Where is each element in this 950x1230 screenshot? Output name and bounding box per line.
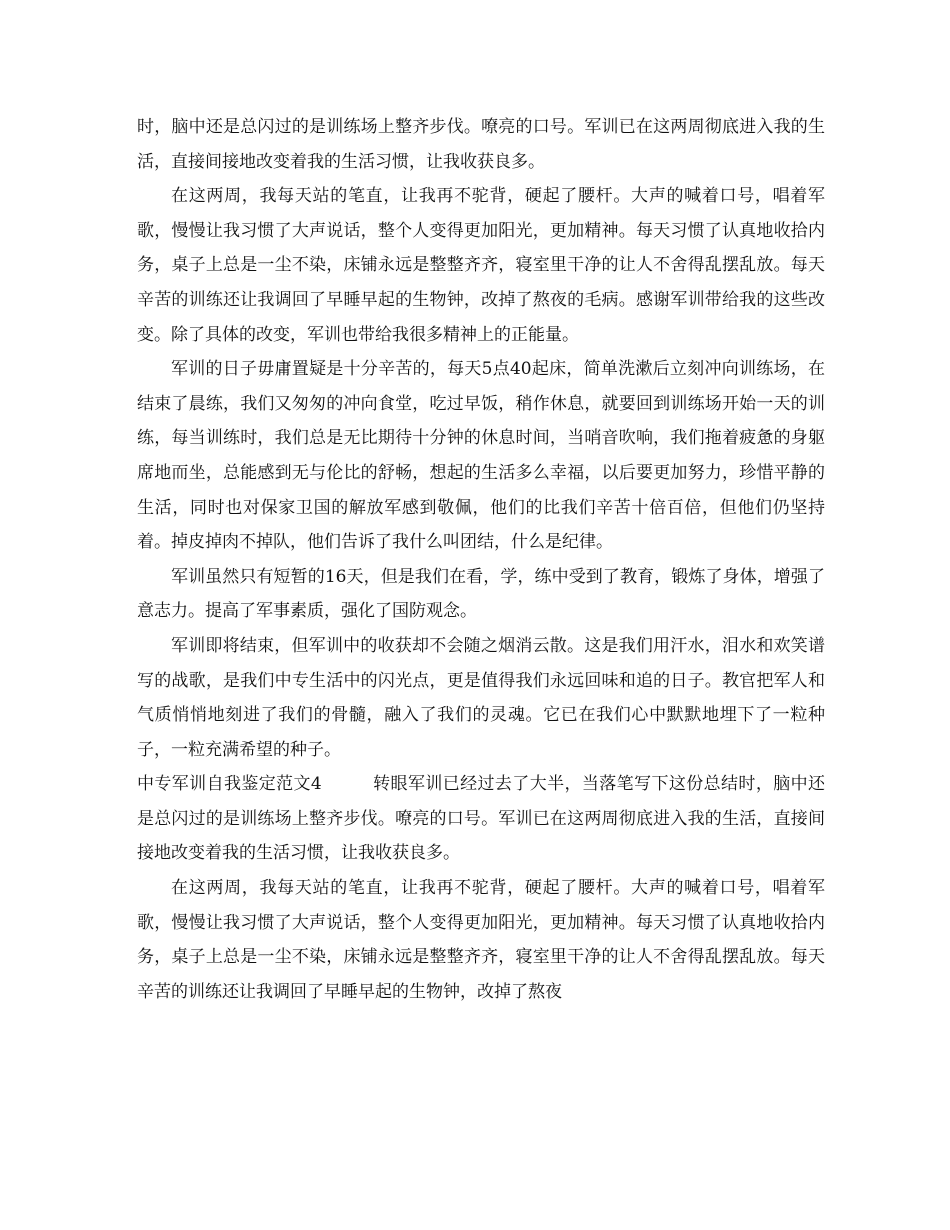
- section-heading-paragraph: [137, 767, 825, 871]
- section-heading: 中专军训自我鉴定范文4: [137, 774, 322, 795]
- document-page: [137, 110, 825, 1009]
- paragraph-3: 军训的日子毋庸置疑是十分辛苦的，每天5点40起床，简单洗漱后立刻冲向训练场，在结束了晨练，我们又匆匆的冲向食堂，吃过早饭，稍作休息，就要回到训练场开始一天的训练，每当训练时，我们总是无比期待十分钟的休息时间，当哨音吹响，我们拖着疲惫的身躯席地而坐，总能感到无与伦比的舒畅，想起的生活多么幸福，以后要更加努力，珍惜平静的生活，同时也对保家卫国的解放军感到敬佩，他们的比我们辛苦十倍百倍，但他们仍坚持着。掉皮掉肉不掉队，他们告诉了我什么叫团结，什么是纪律。: [137, 359, 825, 553]
- section-heading-text: 转眼军训已经过去了大半，当落笔写下这份总结时，脑中还是总闪过的是训练场上整齐步伐。嘹亮的口号。军训已在这两周彻底进入我的生活，直接间接地改变着我的生活习惯，让我收获良多。: [137, 774, 825, 864]
- paragraph-final: 在这两周，我每天站的笔直，让我再不驼背，硬起了腰杆。大声的喊着口号，唱着军歌，慢慢让我习惯了大声说话，整个人变得更加阳光，更加精神。每天习惯了认真地收拾内务，桌子上总是一尘不染，床铺永远是整整齐齐，寝室里干净的让人不舍得乱摆乱放。每天辛苦的训练还让我调回了早睡早起的生物钟，改掉了熬夜: [137, 878, 825, 1002]
- paragraph-5: 军训即将结束，但军训中的收获却不会随之烟消云散。这是我们用汗水，泪水和欢笑谱写的战歌，是我们中专生活中的闪光点，更是值得我们永远回味和追的日子。教官把军人和气质悄悄地刻进了我们的骨髓，融入了我们的灵魂。它已在我们心中默默地埋下了一粒种子，一粒充满希望的种子。: [137, 635, 825, 760]
- paragraph-4: 军训虽然只有短暂的16天，但是我们在看，学，练中受到了教育，锻炼了身体，增强了意志力。提高了军事素质，强化了国防观念。: [137, 566, 825, 622]
- paragraph-1: 时，脑中还是总闪过的是训练场上整齐步伐。嘹亮的口号。军训已在这两周彻底进入我的生活，直接间接地改变着我的生活习惯，让我收获良多。: [137, 117, 825, 172]
- paragraph-2: 在这两周，我每天站的笔直，让我再不驼背，硬起了腰杆。大声的喊着口号，唱着军歌，慢慢让我习惯了大声说话，整个人变得更加阳光，更加精神。每天习惯了认真地收拾内务，桌子上总是一尘不染，床铺永远是整整齐齐，寝室里干净的让人不舍得乱摆乱放。每天辛苦的训练还让我调回了早睡早起的生物钟，改掉了熬夜的毛病。感谢军训带给我的这些改变。除了具体的改变，军训也带给我很多精神上的正能量。: [137, 186, 825, 345]
